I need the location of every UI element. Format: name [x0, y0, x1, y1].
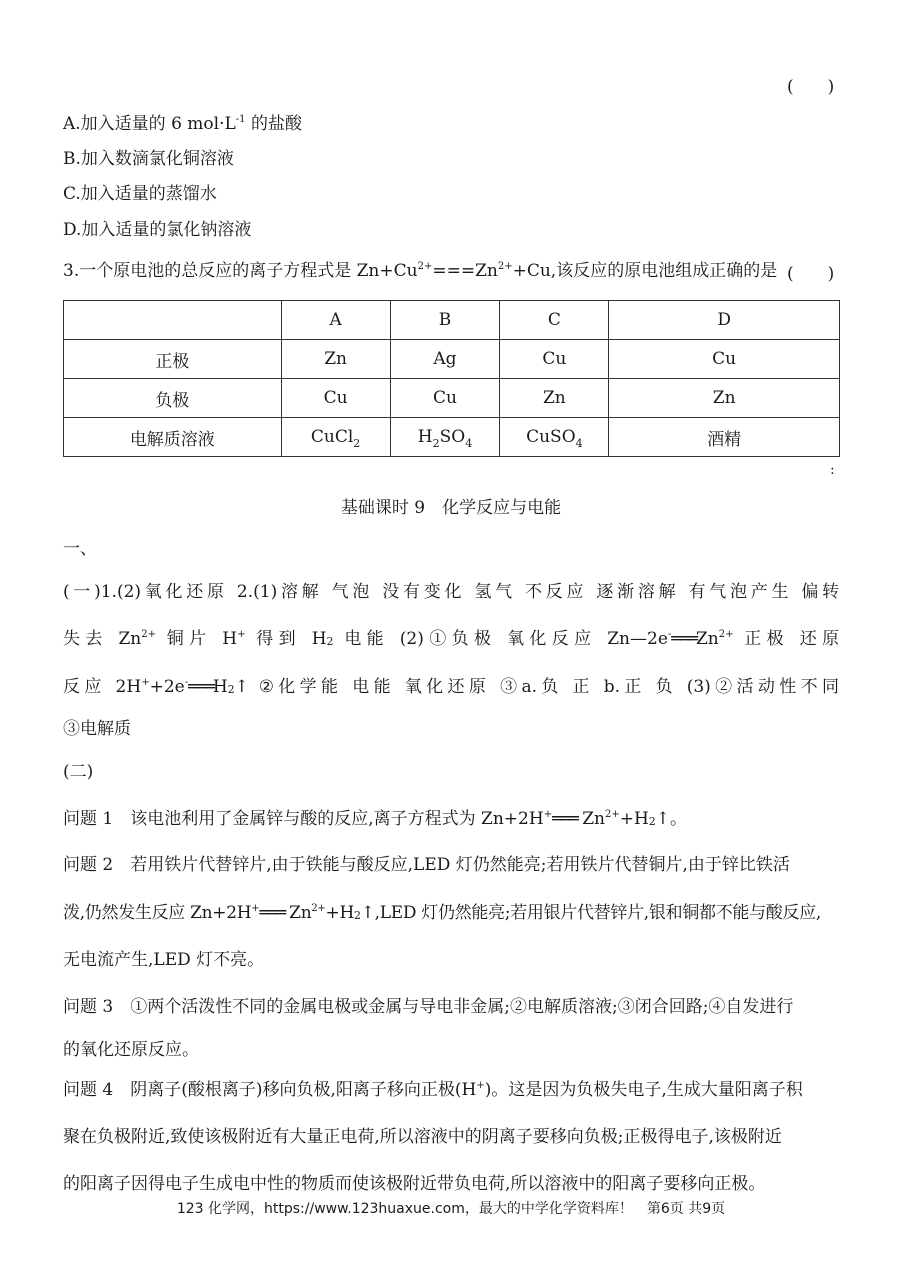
formula-text: +2e [149, 677, 185, 697]
problem-text: ①两个活泼性不同的金属电极或金属与导电非金属;②电解质溶液;③闭合回路;④自发进行 [130, 997, 794, 1017]
answer-word: 逐渐溶解 [596, 582, 680, 602]
formula-sup: 2+ [141, 629, 156, 640]
section-one-heading: 一、 [63, 539, 97, 559]
problem-2-line-1 [63, 853, 790, 877]
formula-sub: 2 [326, 635, 334, 648]
problem-label: 问题 1 [63, 809, 114, 829]
question-3-stem [63, 259, 777, 283]
table-header-a: A [281, 301, 390, 340]
answer-word: 得到 [256, 629, 301, 649]
answer-line-4: ③电解质 [63, 719, 131, 739]
formula-sup: + [141, 677, 150, 688]
q3-stem-c: +Cu,该反应的原电池组成正确的是 [512, 261, 778, 281]
formula-text: H [417, 427, 433, 447]
formula-text: 2H [115, 677, 142, 697]
answer-word: 正 [572, 677, 594, 697]
option-b: B.加入数滴氯化铜溶液 [63, 149, 234, 169]
answer-word: 氢气 [474, 582, 516, 602]
answer-word [312, 629, 334, 649]
answer-word: b.正 [603, 677, 646, 697]
answer-word: 失去 [63, 629, 108, 649]
q3-sup2: 2+ [497, 261, 513, 272]
formula-text: 泼,仍然发生反应 Zn+2H [63, 903, 252, 923]
formula-sub: 4 [465, 437, 473, 450]
answer-word: 反应 [63, 677, 106, 697]
problem-1 [63, 807, 687, 831]
formula-sub: 2 [227, 683, 235, 696]
answer-line-2 [63, 627, 839, 651]
options-table [63, 300, 840, 457]
formula-sub: 2 [353, 909, 361, 922]
formula-text: Zn [284, 903, 312, 923]
table-row [64, 418, 840, 457]
formula-text: Zn [118, 629, 142, 649]
cell: Zn [281, 340, 390, 379]
cell: Zn [609, 379, 840, 418]
formula-text: Zn—2e [607, 629, 668, 649]
section-title: 基础课时 9 化学反应与电能 [340, 498, 562, 518]
formula-text: ↑,LED 灯仍然能亮;若用银片代替锌片,银和铜都不能与酸反应, [360, 903, 822, 923]
row-label-electrolyte: 电解质溶液 [64, 418, 282, 457]
problem-text: 若用铁片代替锌片,由于铁能与酸反应,LED 灯仍然能亮;若用铁片代替铜片,由于锌比铁活 [130, 855, 790, 875]
answer-word: 气泡 [331, 582, 374, 602]
formula-text: ↑ [234, 677, 249, 697]
formula-text: +H [619, 809, 649, 829]
problem-label: 问题 2 [63, 855, 114, 875]
problem-text: )。这是因为负极失电子,生成大量阳离子积 [484, 1080, 803, 1100]
option-a-text: A.加入适量的 6 mol·L [63, 114, 236, 134]
formula-text: H [311, 629, 327, 649]
formula-sub: 2 [432, 437, 440, 450]
answer-word: 氧化还原 [404, 677, 491, 697]
answer-word: 2.(1)溶解 [236, 582, 323, 602]
problem-4-line-1 [63, 1078, 803, 1102]
table-header-empty [64, 301, 282, 340]
problem-3-line-1 [63, 995, 793, 1019]
formula-text: ↑。 [655, 809, 688, 829]
cell [281, 418, 390, 457]
answer-word: (一)1.(2)氧化还原 [63, 582, 228, 602]
formula-sub: 2 [648, 815, 656, 828]
formula-sup: 2+ [311, 903, 326, 914]
formula-text: CuSO [526, 427, 576, 447]
problem-4-line-2: 聚在负极附近,致使该极附近有大量正电荷,所以溶液中的阴离子要移向负极;正极得电子,该极附近 [63, 1127, 782, 1147]
problem-4-line-3: 的阳离子因得电子生成电中性的物质而使该极附近带负电荷,所以溶液中的阳离子要移向正极。 [63, 1174, 766, 1194]
formula-text: +H [325, 903, 354, 923]
row-label-negative: 负极 [64, 379, 282, 418]
equals-sign: ═══ [188, 677, 213, 697]
answer-word: ③a.负 [500, 677, 563, 697]
formula-sup: + [251, 903, 260, 914]
formula-sub: 4 [575, 437, 583, 450]
formula-text: Zn [576, 809, 605, 829]
answer-paren: ( ) [787, 77, 835, 97]
formula-sup: - [667, 629, 672, 640]
formula-text: H [212, 677, 228, 697]
q3-stem-b: ===Zn [432, 261, 498, 281]
table-header-row [64, 301, 840, 340]
answer-word [116, 677, 249, 697]
formula-sup: - [184, 677, 189, 688]
cell: Cu [500, 340, 609, 379]
option-a-sup: -1 [235, 114, 246, 125]
formula-sup: + [237, 629, 246, 640]
table-header-d: D [609, 301, 840, 340]
q3-answer-paren: ( ) [787, 264, 835, 284]
answer-word [118, 629, 156, 649]
equals-sign: ═══ [552, 809, 577, 829]
answer-word: 正极 [744, 629, 789, 649]
answer-line-1 [63, 580, 839, 604]
q3-stem-a: 3.一个原电池的总反应的离子方程式是 Zn+Cu [63, 261, 418, 281]
cell: Zn [500, 379, 609, 418]
table-row [64, 340, 840, 379]
table-row [64, 379, 840, 418]
answer-word [607, 629, 733, 649]
cell [390, 418, 500, 457]
cell: Ag [390, 340, 500, 379]
option-a [63, 112, 302, 136]
cell: Cu [609, 340, 840, 379]
answer-word [222, 629, 245, 649]
answer-word: ②化学能 [258, 677, 343, 697]
formula-text: 该电池利用了金属锌与酸的反应,离子方程式为 Zn+2H [130, 809, 544, 829]
answer-word: (2)①负极 [399, 629, 497, 649]
formula-sup: 2+ [604, 809, 620, 820]
answer-word: 偏转 [801, 582, 840, 602]
cell: 酒精 [609, 418, 840, 457]
formula-sup: + [476, 1080, 485, 1091]
formula-text: CuCl [310, 427, 354, 447]
formula-text: Zn [696, 629, 719, 649]
answer-line-3 [63, 675, 839, 699]
option-a-text-after: 的盐酸 [245, 114, 302, 134]
answer-word: 还原 [799, 629, 840, 649]
formula-text: SO [439, 427, 466, 447]
problem-label: 问题 3 [63, 997, 114, 1017]
q3-sup1: 2+ [417, 261, 433, 272]
cell [500, 418, 609, 457]
formula-text: H [222, 629, 238, 649]
answer-word: 氧化反应 [507, 629, 597, 649]
answer-word: (3)②活动性不同 [686, 677, 840, 697]
formula-sup: 2+ [718, 629, 734, 640]
equals-sign: ═══ [671, 629, 696, 649]
row-label-positive: 正极 [64, 340, 282, 379]
answer-word: 电能 [344, 629, 390, 649]
cell: Cu [390, 379, 500, 418]
section-two-heading: (二) [63, 762, 94, 782]
answer-word: 没有变化 [382, 582, 466, 602]
colon-mark: : [830, 462, 835, 478]
cell: Cu [281, 379, 390, 418]
option-d: D.加入适量的氯化钠溶液 [63, 220, 252, 240]
problem-label: 问题 4 [63, 1080, 114, 1100]
problem-2-line-3: 无电流产生,LED 灯不亮。 [63, 950, 265, 970]
page-footer: 123 化学网，https://www.123huaxue.com，最大的中学化学资料库！ 第6页 共9页 [176, 1201, 726, 1217]
problem-text: 阴离子(酸根离子)移向负极,阳离子移向正极(H [130, 1080, 477, 1100]
option-c: C.加入适量的蒸馏水 [63, 184, 217, 204]
answer-word: 铜片 [166, 629, 212, 649]
answer-word: 有气泡产生 [688, 582, 793, 602]
answer-word: 电能 [352, 677, 395, 697]
table-header-c: C [500, 301, 609, 340]
problem-2-line-2 [63, 901, 821, 925]
formula-sub: 2 [353, 437, 361, 450]
equals-sign: ═══ [259, 903, 285, 923]
table-header-b: B [390, 301, 500, 340]
problem-3-line-2: 的氧化还原反应。 [63, 1040, 199, 1060]
formula-sup: + [543, 809, 553, 820]
answer-word: 不反应 [525, 582, 588, 602]
answer-word: 负 [655, 677, 677, 697]
